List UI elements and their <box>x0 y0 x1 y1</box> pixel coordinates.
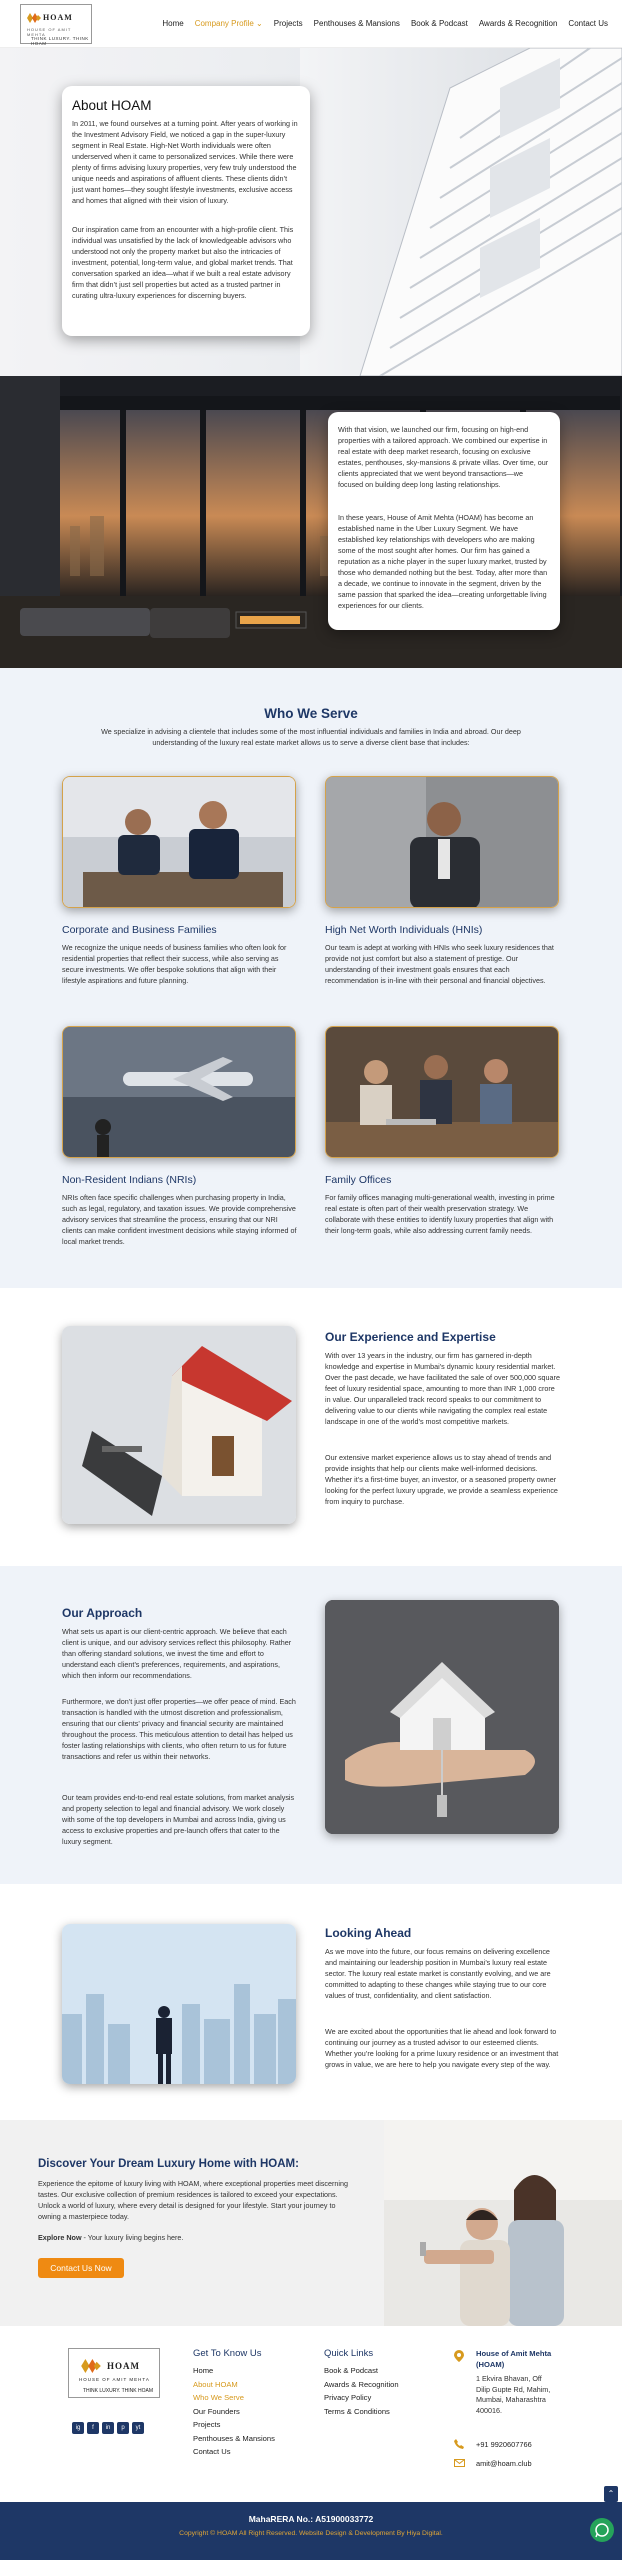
building-image <box>300 48 622 376</box>
footer-link-terms[interactable]: Terms & Conditions <box>324 2406 390 2416</box>
experience-title: Our Experience and Expertise <box>325 1330 496 1344</box>
address-line-1: 1 Ekvira Bhavan, Off <box>476 2374 542 2383</box>
copyright-text: Copyright © HOAM All Right Reserved. Website Design & Development By Hiya Digital. <box>179 2530 443 2537</box>
experience-section <box>0 1288 622 1566</box>
couple-keys-image <box>384 2120 622 2326</box>
footer-link-about[interactable]: About HOAM <box>193 2379 238 2389</box>
approach-paragraph-2: Furthermore, we don’t just offer properties—we offer peace of mind. Each transaction is handled with the utmost discretion and professionalism, ensuring that our clients’ privacy and financial security are maintained throughout the process. This meticulous attention to detail has helped us foster lasting relationships with clients, who often return to us for future transactions and refer us within their networks. <box>62 1697 296 1761</box>
contact-us-now-button[interactable]: Contact Us Now <box>38 2258 124 2278</box>
approach-paragraph-1: What sets us apart is our client-centric approach. We believe that each client is unique, and our advisory services reflect this philosophy. Rather than offering standard solutions, we invest the time and effort to understand each client’s preferences, requirements, and aspirations, which then inform our recommendations. <box>62 1627 292 1680</box>
experience-paragraph-1: With over 13 years in the industry, our firm has garnered in-depth knowledge and expertise in Mumbai’s dynamic luxury residential market. Over the past decade, we have facilitated the sale of over 500,000 square feet of luxury residential space, amounting to more than INR 1,000 crore in value. Our unparalleled track record speaks to our commitment to delivering value to our clients while navigating the complex real estate landscape in one of the world’s most competitive markets. <box>325 1351 560 1426</box>
ahead-paragraph-2: We are excited about the opportunities that lie ahead and look forward to continuing our journey as a trusted advisor to our esteemed clients. Whether you’re looking for a prime luxury residence or an investment that grows in value, we are here to help you navigate every step of the way. <box>325 2027 559 2069</box>
social-icons <box>72 2416 147 2434</box>
house-key-image <box>325 1600 559 1834</box>
footer-link-contact[interactable]: Contact Us <box>193 2447 231 2456</box>
whatsapp-icon <box>590 2518 614 2542</box>
cta-title: Discover Your Dream Luxury Home with HOAM: <box>38 2158 299 2170</box>
nav-company-profile[interactable]: Company Profile ⌄ <box>194 19 263 28</box>
cta-section <box>0 2120 622 2326</box>
approach-title: Our Approach <box>62 1606 143 1620</box>
pinterest-icon[interactable]: p <box>117 2422 129 2434</box>
family-office-image <box>325 1026 559 1158</box>
quick-links-title: Quick Links <box>324 2348 374 2359</box>
corporate-image <box>62 776 296 908</box>
looking-ahead-section <box>0 1884 622 2120</box>
address-lines <box>476 2374 550 2416</box>
youtube-icon[interactable]: yt <box>132 2422 144 2434</box>
house-calculator-image <box>62 1326 296 1524</box>
about-title: About HOAM <box>72 98 152 113</box>
address-title: House of Amit Mehta (HOAM) <box>476 2349 552 2369</box>
footer-link-privacy[interactable]: Privacy Policy <box>324 2393 372 2402</box>
footer-link-penthouses[interactable]: Penthouses & Mansions <box>193 2433 275 2443</box>
nav-contact[interactable]: Contact Us <box>568 19 608 28</box>
phone-icon <box>454 2439 464 2449</box>
whatsapp-button[interactable] <box>590 2518 614 2542</box>
ahead-paragraph-1: As we move into the future, our focus remains on delivering excellence and maintaining our leadership position in Mumbai’s luxury real estate sector. The luxury real estate market is constantly evolving, and we are committed to adapting to these changes while staying true to our core values of trust, confidentiality, and client satisfaction. <box>325 1947 551 2000</box>
get-to-know-title: Get To Know Us <box>193 2348 262 2359</box>
logo-diamond-icon <box>27 13 41 23</box>
footer-link-who-we-serve[interactable]: Who We Serve <box>193 2393 244 2402</box>
hni-image <box>325 776 559 908</box>
serve-item-2-title: High Net Worth Individuals (HNIs) <box>325 924 483 936</box>
footer-link-home[interactable]: Home <box>193 2366 214 2375</box>
linkedin-icon[interactable]: in <box>102 2422 114 2434</box>
vision-paragraph-1: With that vision, we launched our firm, focusing on high-end properties with a tailored approach. We combined our expertise in real estate with deep market research, focusing on exclusive estates, penthouses, sky-mansions & private villas. Over time, our clients appreciated that we went beyond transactions—we focused on building deep long lasting relationships. <box>338 425 549 489</box>
location-pin-icon <box>454 2350 464 2362</box>
footer-link-founders[interactable]: Our Founders <box>193 2406 240 2416</box>
footer-email[interactable]: amit@hoam.club <box>476 2459 532 2468</box>
serve-intro: We specialize in advising a clientele that includes some of the most influential individuals and families in India and abroad. Our deep understanding of the luxury real estate market allows us to serve a diverse client base that includes: <box>101 727 521 747</box>
approach-paragraph-3: Our team provides end-to-end real estate solutions, from market analysis and property selection to legal and financial advisory. We work closely with some of the top developers in Mumbai and across India, giving us access to exclusive properties and pre-launch offers that cater to the luxury segment. <box>62 1793 295 1846</box>
footer-logo-name: HOAM <box>107 2361 140 2371</box>
scroll-top-button[interactable] <box>604 2486 618 2502</box>
footer-link-book[interactable]: Book & Podcast <box>324 2366 379 2375</box>
chevron-up-icon: ⌃ <box>607 2489 615 2498</box>
serve-item-1-text: We recognize the unique needs of business families who often look for residential properties that reflect their success, while also serving as secure investments. We offer bespoke solutions that align with their lifestyle aspirations and future planning. <box>62 943 287 985</box>
nav-projects[interactable]: Projects <box>273 19 303 28</box>
vision-section <box>0 376 622 668</box>
about-card <box>62 86 310 336</box>
about-paragraph-1: In 2011, we found ourselves at a turning point. After years of working in the Investment Advisory Field, we noticed a gap in the super-luxury segment in Real Estate. High-Net Worth individuals were often underserved when it came to personalized services. While there were plenty of firms advising luxury properties, very few truly understood the unique needs and aspirations of affluent clients. These clients didn’t just want homes—they sought lifestyle investments, exclusive access and homes that aligned with their vision of luxury. <box>72 119 298 205</box>
logo-subtitle: HOUSE OF AMIT MEHTA <box>27 27 72 37</box>
who-we-serve-section <box>0 668 622 1288</box>
cta-paragraph: Experience the epitome of luxury living with HOAM, where exceptional properties meet discerning tastes. Our exclusive collection of premium residences is tailored to exceed your expectations. Unlock a world of luxury, where every detail is designed for your lifestyle. Start your journey to owning a masterpiece today. <box>38 2179 349 2221</box>
serve-item-2-text: Our team is adept at working with HNIs who seek luxury residences that provide not just comfort but also a statement of prestige. Our understanding of their investment goals ensures that each recommendation is in-line with their personal and financial objectives. <box>325 943 554 985</box>
about-section <box>0 48 622 376</box>
cta-explore-bold: Explore Now <box>38 2233 82 2242</box>
bottom-bar <box>0 2502 622 2560</box>
footer-logo-tag: THINK LUXURY. THINK HOAM <box>83 2388 154 2394</box>
site-header <box>0 0 622 48</box>
nri-image <box>62 1026 296 1158</box>
serve-item-3-text: NRIs often face specific challenges when purchasing property in India, such as legal, regulatory, and taxation issues. We provide comprehensive advisory services that streamline the process, ensuring that our NRI clients can make confident investment decisions while staying informed of local market trends. <box>62 1193 297 1246</box>
footer-link-projects[interactable]: Projects <box>193 2420 221 2429</box>
ahead-title: Looking Ahead <box>325 1926 412 1940</box>
serve-item-3-title: Non-Resident Indians (NRIs) <box>62 1174 197 1186</box>
serve-title: Who We Serve <box>264 706 358 721</box>
address-line-4: 400016. <box>476 2405 502 2415</box>
email-icon <box>454 2459 465 2467</box>
footer-logo[interactable] <box>68 2348 160 2398</box>
quick-links <box>324 2364 399 2418</box>
cta-explore-rest: - Your luxury living begins here. <box>81 2233 184 2242</box>
footer-logo-sub: HOUSE OF AMIT MEHTA <box>79 2377 150 2382</box>
experience-paragraph-2: Our extensive market experience allows us to stay ahead of trends and provide insights that help our clients make well-informed decisions. Whether it’s a first-time buyer, an investor, or a seasoned property owner looking for the perfect luxury upgrade, we provide a seamless experience from inquiry to purchase. <box>325 1453 558 1506</box>
serve-item-4-text: For family offices managing multi-generational wealth, investing in prime real estate is often part of their wealth preservation strategy. We collaborate with these entities to identify luxury properties that align with their long-term goals, while also addressing current family needs. <box>325 1193 555 1235</box>
vision-card <box>328 412 560 630</box>
serve-item-1-title: Corporate and Business Families <box>62 924 217 936</box>
about-paragraph-2: Our inspiration came from an encounter with a high-profile client. This individual was unsatisfied by the lack of knowledgeable advisors who understood not only the property market but also the intricacies of investment, potential, long-term value, and global market trends. That conversation sparked an idea—what if we built a real estate advisory firm that didn’t just sell properties but acted as a trusted partner in curating ultra-luxury experiences for discerning buyers. <box>72 225 294 300</box>
vision-paragraph-2: In these years, House of Amit Mehta (HOAM) has become an established name in the Uber Luxury Segment. We have established key relationships with developers who are making some of the most sought after homes. Our firm has gained a reputation as a niche player in the super luxury market, trusted by those who demanded nothing but the best. Today, after more than a decade, we continue to innovate in the segment, driven by the same passion that sparked the idea—creating unforgettable living experiences for our clients. <box>338 513 548 610</box>
main-nav <box>162 19 608 28</box>
nav-home[interactable]: Home <box>162 19 184 28</box>
instagram-icon[interactable]: ig <box>72 2422 84 2434</box>
footer-link-awards[interactable]: Awards & Recognition <box>324 2379 399 2389</box>
footer-logo-diamond-icon <box>81 2359 101 2373</box>
nav-awards[interactable]: Awards & Recognition <box>478 19 558 28</box>
cta-explore <box>38 2232 360 2243</box>
logo-name: HOAM <box>43 13 73 22</box>
nav-penthouses[interactable]: Penthouses & Mansions <box>313 19 400 28</box>
facebook-icon[interactable]: f <box>87 2422 99 2434</box>
address-line-3: Mumbai, Maharashtra <box>476 2395 546 2404</box>
nav-book-podcast[interactable]: Book & Podcast <box>410 19 468 28</box>
logo-tagline: THINK LUXURY. THINK HOAM <box>31 36 89 46</box>
city-skyline-image <box>62 1924 296 2084</box>
address-line-2: Dilip Gupte Rd, Mahim, <box>476 2384 551 2394</box>
site-footer <box>0 2326 622 2502</box>
approach-section <box>0 1566 622 1884</box>
site-logo[interactable] <box>20 4 92 44</box>
rera-number: MahaRERA No.: A51900033772 <box>248 2514 374 2524</box>
get-to-know-links <box>193 2364 275 2459</box>
footer-phone[interactable]: +91 9920607766 <box>476 2440 532 2449</box>
serve-item-4-title: Family Offices <box>325 1174 392 1186</box>
